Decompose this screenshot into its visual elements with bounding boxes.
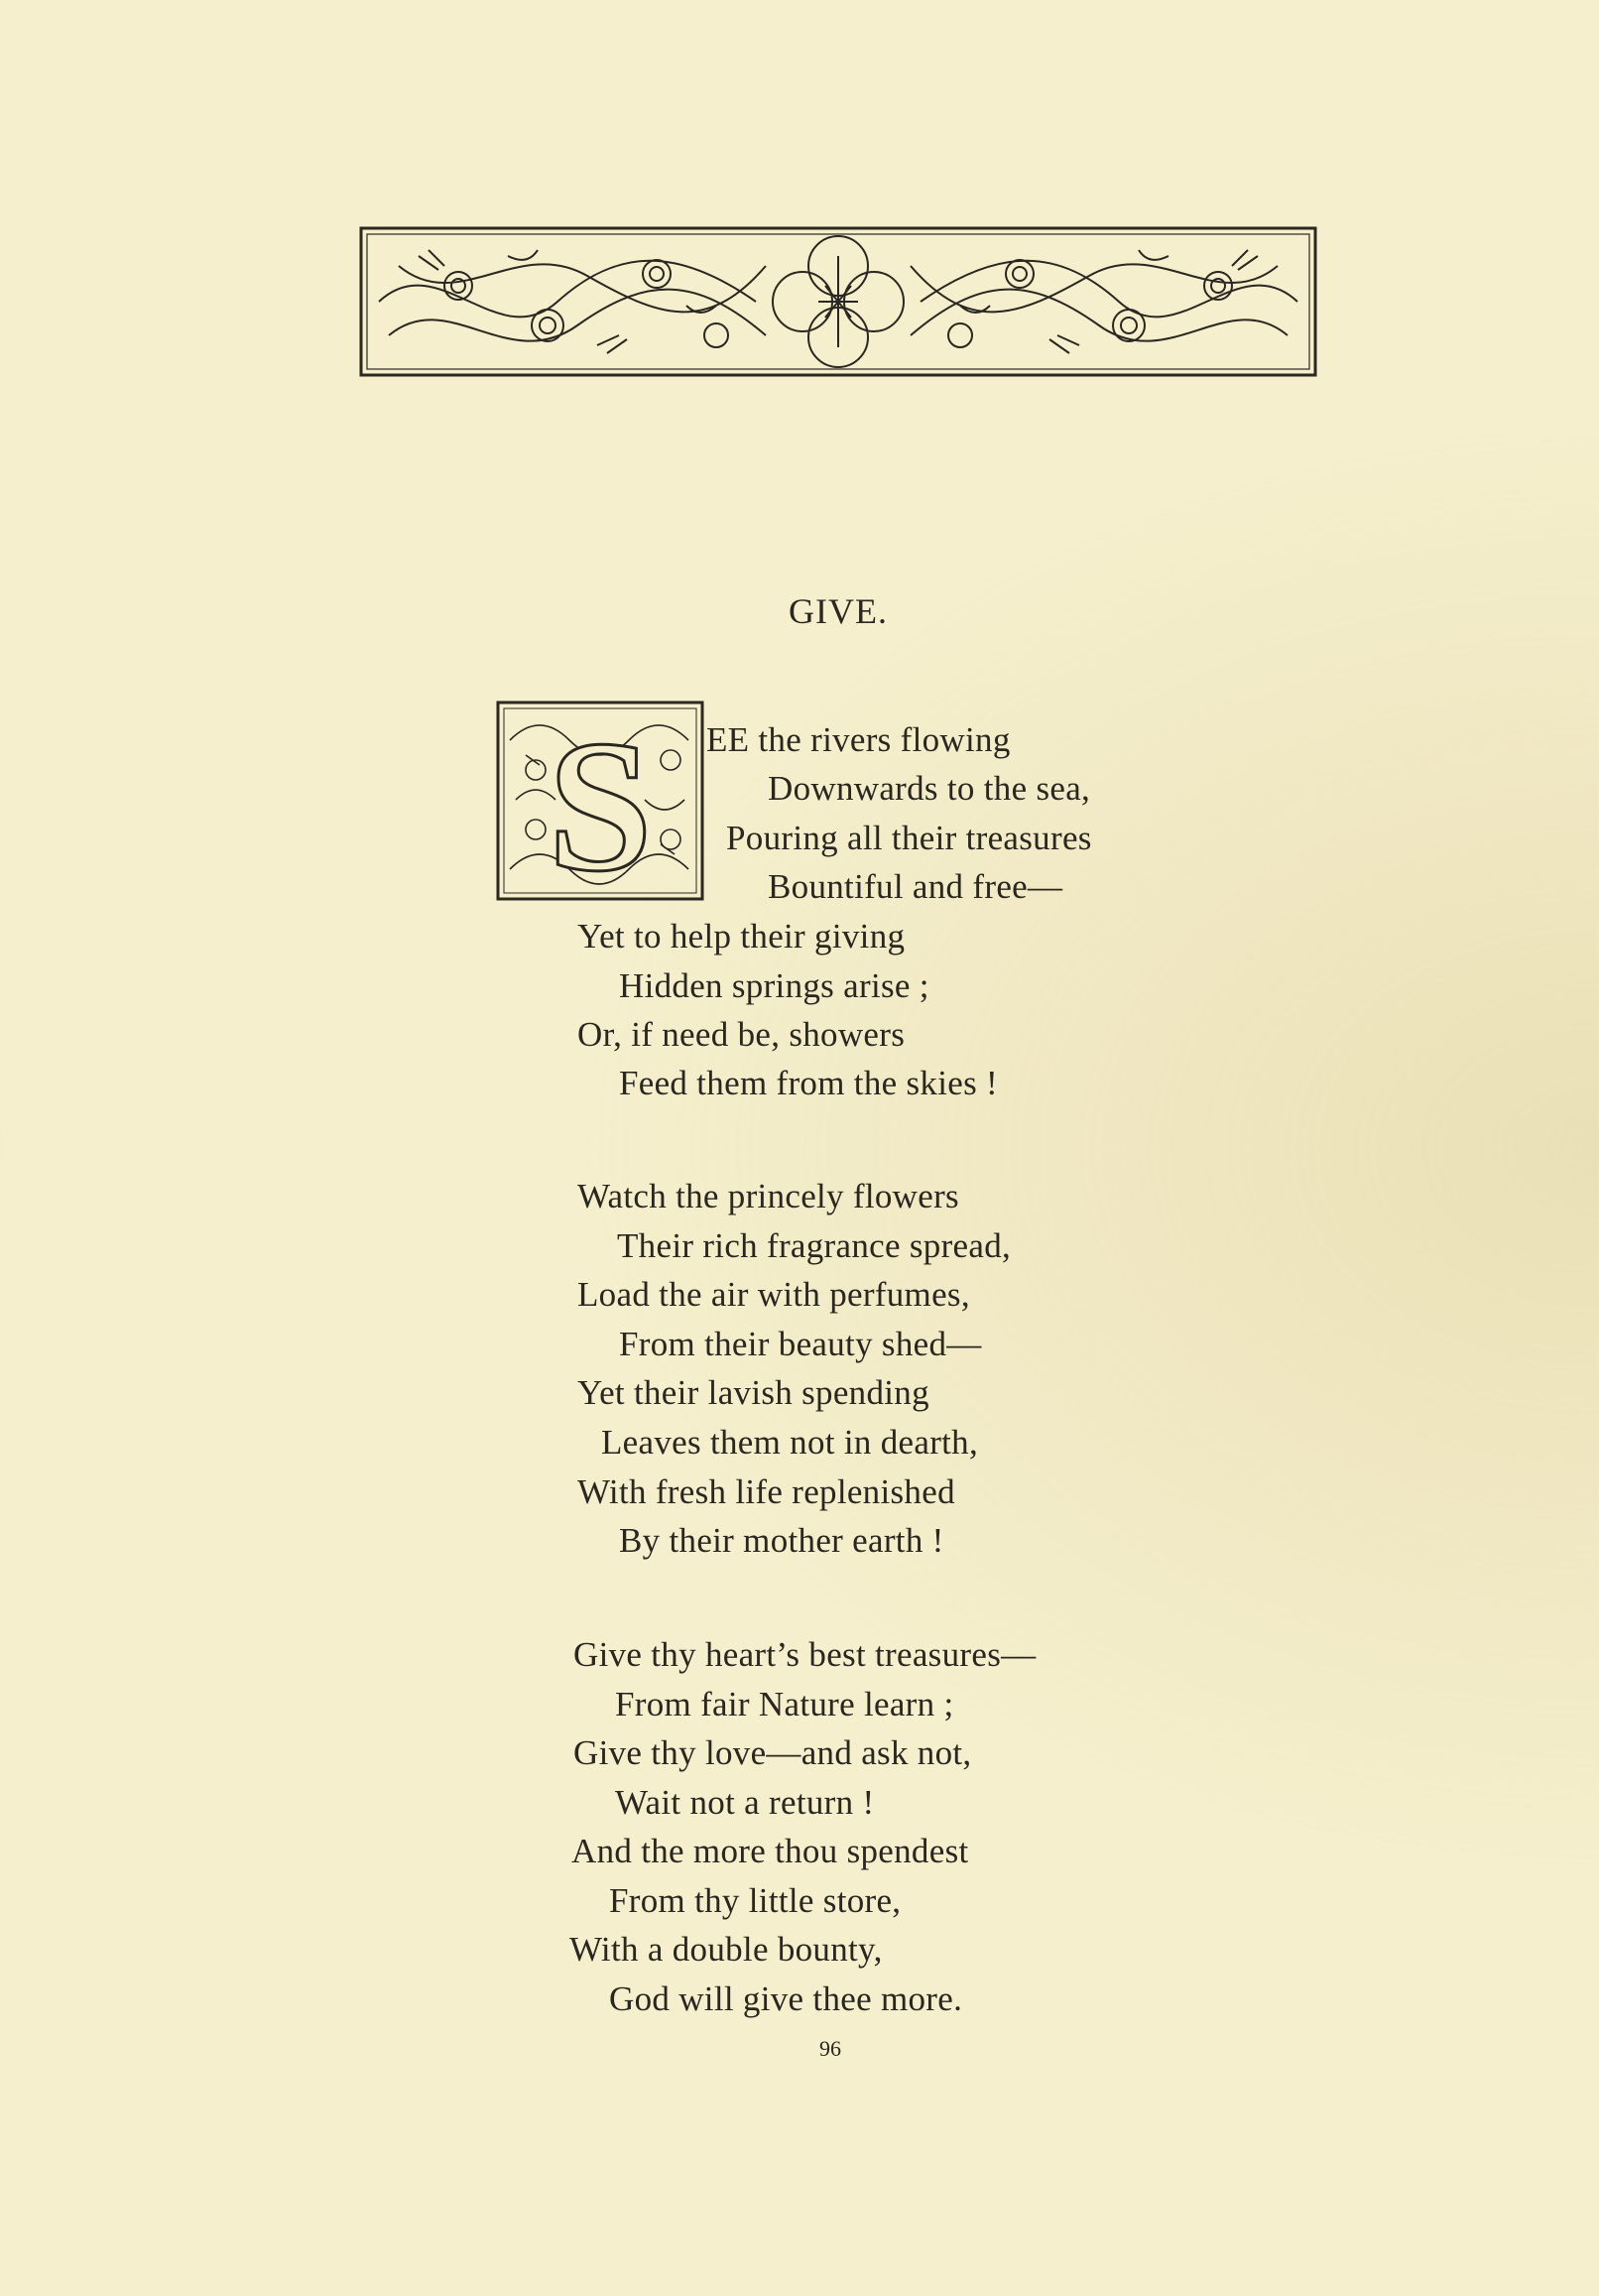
poem-line: With a double bounty, [569,1930,883,1969]
poem-line: From fair Nature learn ; [615,1685,954,1723]
poem-line: Pouring all their treasures [726,819,1092,857]
poem-line: Hidden springs arise ; [619,966,929,1005]
poem-line: Wait not a return ! [615,1783,875,1822]
poem-title: GIVE. [789,591,888,631]
poem-line: Load the air with perfumes, [577,1275,970,1314]
poem-line: By their mother earth ! [619,1521,944,1560]
decorated-initial [496,701,704,901]
page-number: 96 [819,2036,841,2061]
poem-line: From thy little store, [609,1881,902,1920]
poem-line: Bountiful and free— [768,867,1063,906]
poem-line: Feed them from the skies ! [619,1064,999,1102]
drop-cap-letter: S [548,702,653,901]
poem-line: Leaves them not in dearth, [601,1423,979,1462]
poem-line: Yet their lavish spending [577,1373,929,1412]
poem-line: Give thy heart’s best treasures— [573,1635,1037,1674]
poem-line: Give thy love—and ask not, [573,1733,972,1772]
poem-line: From their beauty shed— [619,1325,982,1363]
poem-line: Or, if need be, showers [577,1015,906,1054]
poem-line: Yet to help their giving [577,917,906,956]
poem-line: Their rich fragrance spread, [617,1226,1012,1265]
poem-line: Watch the princely flowers [577,1177,959,1215]
poem-line: With fresh life replenished [577,1472,955,1511]
poem-line: EE the rivers flowing [706,720,1011,759]
poem-line: Downwards to the sea, [768,769,1091,808]
poem-line: God will give thee more. [609,1979,963,2018]
poem-line: And the more thou spendest [571,1832,969,1870]
ornamental-headpiece [359,226,1317,377]
